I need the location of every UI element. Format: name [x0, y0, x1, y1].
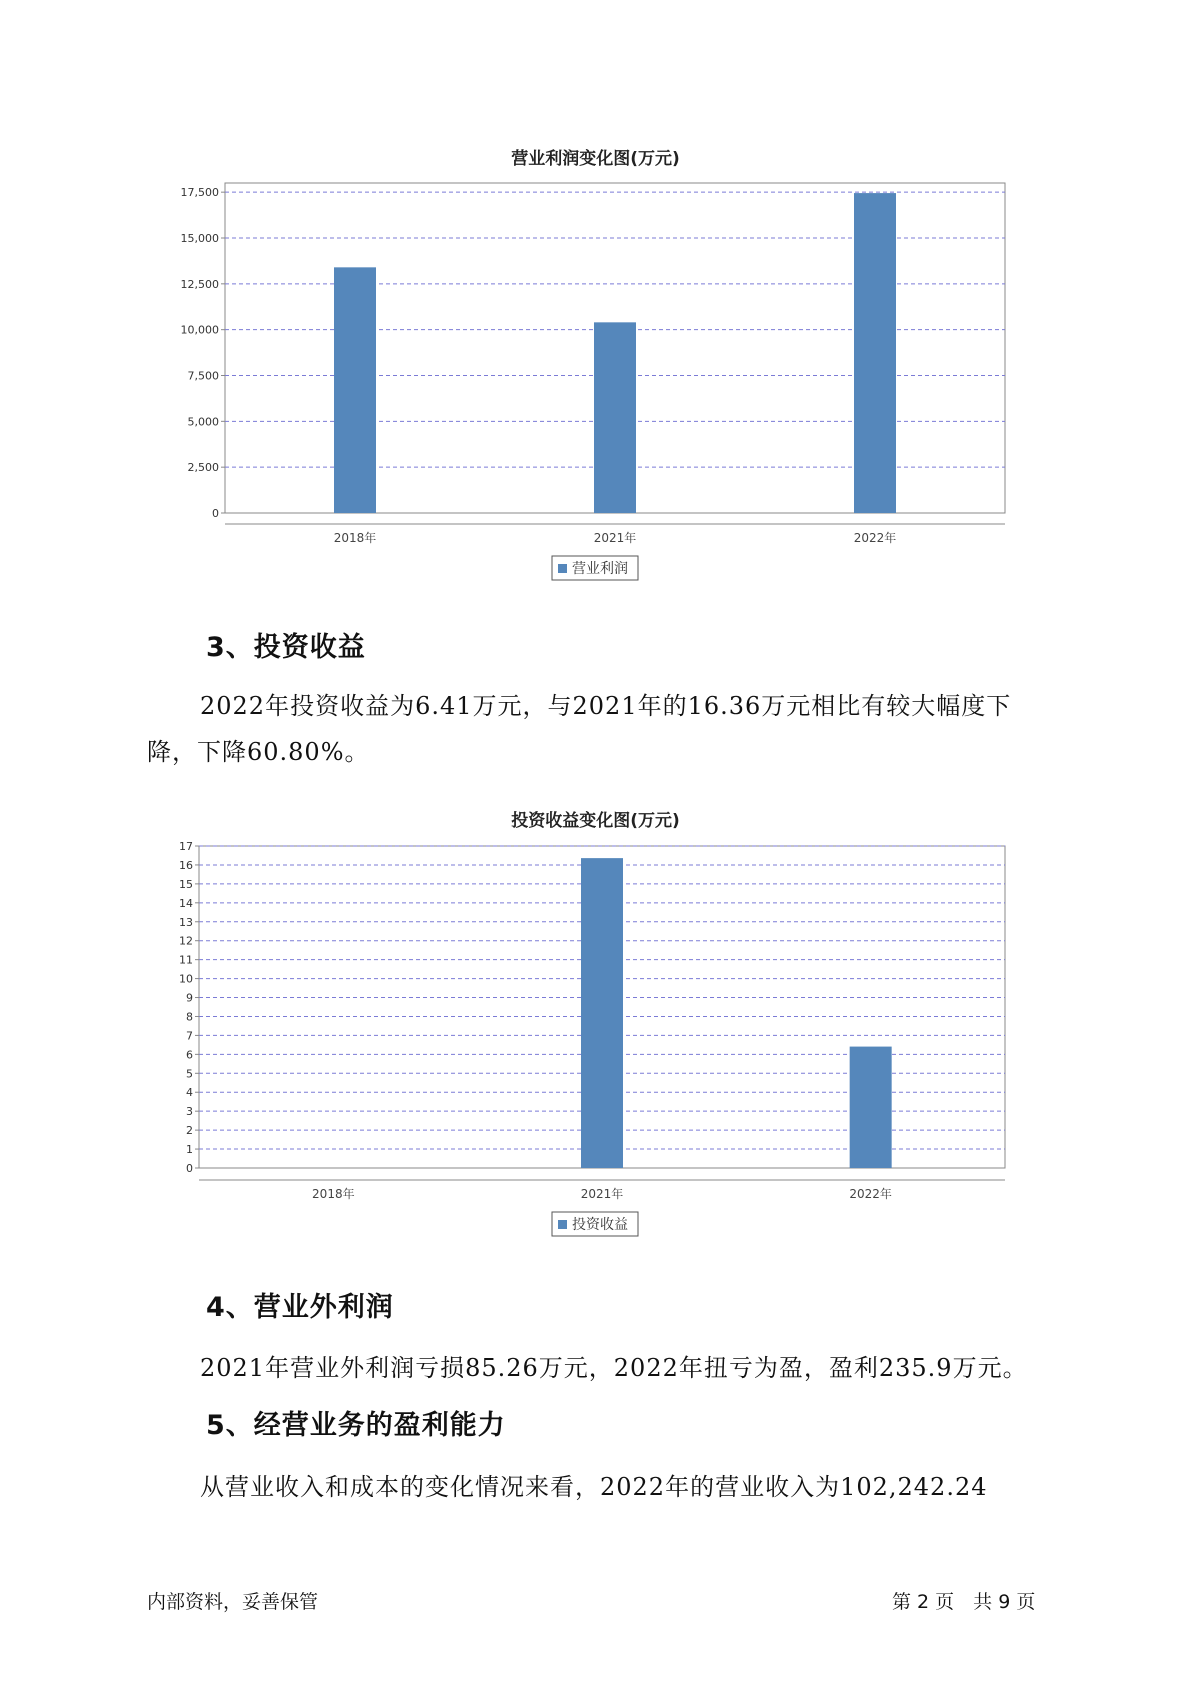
y-tick-label: 0: [186, 1162, 193, 1175]
section5-paragraph: 从营业收入和成本的变化情况来看，2022年的营业收入为102,242.24: [200, 1473, 988, 1501]
y-tick-label: 5: [186, 1067, 193, 1081]
y-tick-label: 17: [179, 840, 193, 853]
investment-income-chart: [0, 835, 1191, 1255]
x-tick-label: 2018年: [333, 531, 377, 545]
section3-paragraph-line2: 降，下降60.80%。: [147, 738, 370, 766]
y-tick-label: 5,000: [187, 415, 219, 429]
section5-heading: 5、经营业务的盈利能力: [206, 1410, 506, 1441]
legend-label: 投资收益: [572, 1217, 628, 1233]
y-tick-label: 10: [179, 972, 193, 986]
y-tick-label: 3: [186, 1105, 193, 1119]
x-tick-label: 2022年: [853, 531, 897, 545]
bar-2022年: [850, 1047, 892, 1168]
y-tick-label: 6: [186, 1048, 193, 1062]
y-tick-label: 4: [186, 1086, 193, 1100]
chart2-title: 投资收益变化图(万元): [511, 811, 680, 831]
y-tick-label: 9: [186, 991, 193, 1005]
legend-swatch: [558, 564, 567, 573]
x-tick-label: 2018年: [312, 1187, 355, 1201]
y-tick-label: 12,500: [180, 277, 219, 291]
y-tick-label: 13: [179, 915, 193, 929]
legend-label: 营业利润: [572, 561, 628, 577]
chart1-title: 营业利润变化图(万元): [511, 149, 680, 169]
operating-profit-chart: [0, 170, 1191, 590]
x-tick-label: 2021年: [593, 531, 637, 545]
footer-confidential-note: 内部资料，妥善保管: [147, 1591, 319, 1613]
y-tick-label: 10,000: [180, 323, 219, 337]
y-tick-label: 8: [186, 1010, 193, 1024]
section4-paragraph: 2021年营业外利润亏损85.26万元，2022年扭亏为盈，盈利235.9万元。: [200, 1354, 1028, 1382]
bar-2021年: [581, 858, 623, 1168]
y-tick-label: 7: [186, 1029, 193, 1043]
section4-heading: 4、营业外利润: [206, 1292, 394, 1323]
bar-2021年: [594, 322, 636, 513]
y-tick-label: 7,500: [187, 369, 219, 383]
legend-swatch: [558, 1220, 567, 1229]
y-tick-label: 17,500: [180, 186, 219, 200]
y-tick-label: 0: [212, 507, 219, 520]
y-tick-label: 15: [179, 877, 193, 891]
bar-2022年: [854, 193, 896, 513]
y-tick-label: 15,000: [180, 232, 219, 245]
y-tick-label: 16: [179, 858, 193, 872]
y-tick-label: 14: [179, 896, 193, 910]
y-tick-label: 2: [186, 1124, 193, 1138]
y-tick-label: 2,500: [187, 461, 219, 475]
y-tick-label: 1: [186, 1143, 193, 1157]
y-tick-label: 12: [179, 934, 193, 948]
bar-2018年: [334, 267, 376, 513]
section3-paragraph-line1: 2022年投资收益为6.41万元，与2021年的16.36万元相比有较大幅度下: [200, 692, 1012, 720]
x-tick-label: 2021年: [580, 1187, 624, 1201]
y-tick-label: 11: [179, 953, 193, 967]
section3-heading: 3、投资收益: [206, 632, 366, 663]
x-tick-label: 2022年: [849, 1187, 892, 1201]
footer-page-number: 第 2 页 共 9 页: [892, 1591, 1036, 1613]
